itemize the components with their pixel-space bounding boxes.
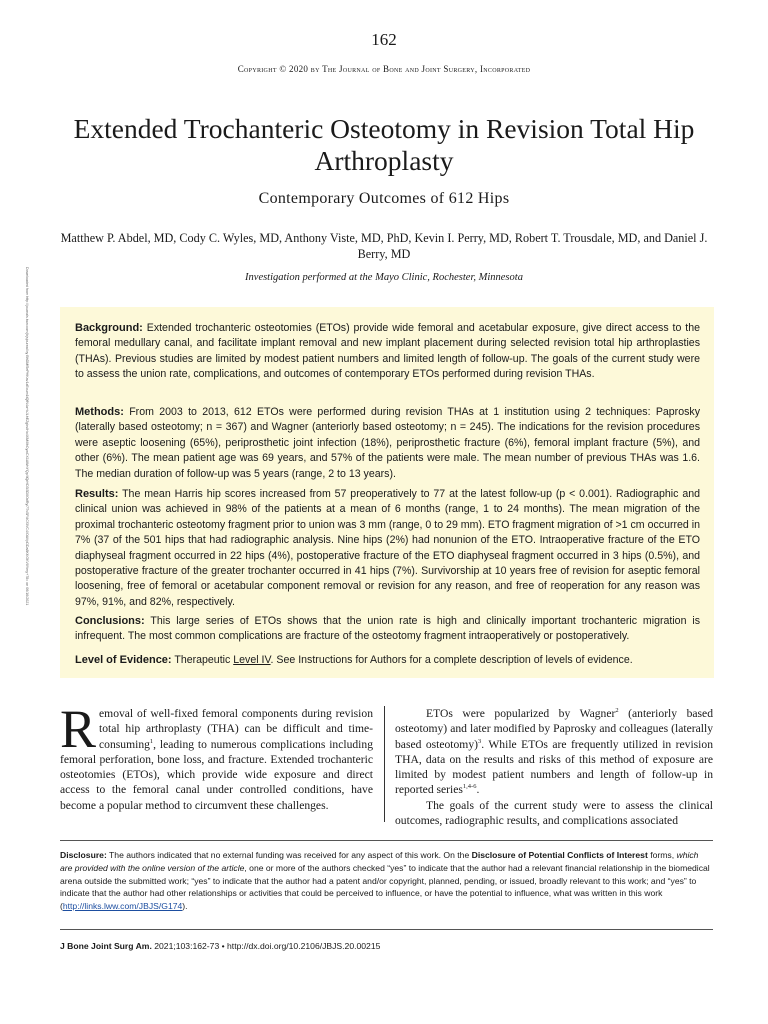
loe-text-post: . See Instructions for Authors for a complete description of levels of evidence. bbox=[270, 654, 633, 666]
level-iv-link[interactable]: Level IV bbox=[233, 654, 271, 666]
background-text: Extended trochanteric osteotomies (ETOs) provide wide femoral and acetabular exposure, give direct access to the femoral medullary canal, and facilitate implant removal and new implant placement during selected revision total hip arthroplasties (THAs). Previous studies are limited by modest patient numbers and limited length of follow-up. The goals of the current study were to assess the union rate, complications, and outcomes of contemporary ETOs performed during revision THAs. bbox=[75, 322, 700, 381]
citation-footer bbox=[60, 941, 380, 951]
disclosure-link[interactable]: http://links.lww.com/JBJS/G174 bbox=[62, 901, 183, 912]
disclosure-italic: which are provided with the online version of the article bbox=[60, 850, 699, 873]
disclosure-rule-bottom bbox=[60, 929, 713, 930]
abstract-box bbox=[60, 307, 714, 678]
download-watermark-strip bbox=[22, 267, 32, 750]
citation-ref[interactable]: 1 bbox=[149, 737, 154, 745]
body-column-right bbox=[395, 706, 713, 828]
abstract-conclusions bbox=[75, 614, 700, 645]
disclosure-text: The authors indicated that no external funding was received for any aspect of this work. On the bbox=[106, 850, 472, 860]
abstract-results bbox=[75, 487, 700, 610]
background-heading: Background: bbox=[75, 322, 143, 334]
article-subtitle: Contemporary Outcomes of 612 Hips bbox=[258, 190, 510, 207]
journal-abbrev: J Bone Joint Surg Am. bbox=[60, 941, 152, 951]
citation-ref[interactable]: 1,4-6 bbox=[462, 783, 477, 791]
page-number: 162 bbox=[371, 30, 397, 49]
copyright-line: Copyright © 2020 by The Journal of Bone and Joint Surgery, Incorporated bbox=[237, 64, 531, 74]
conclusions-text: This large series of ETOs shows that the union rate is high and clinically important trochanteric migration is infrequent. The most common complications are fracture of the osteotomy fragment intraoperatively or postoperatively. bbox=[75, 615, 700, 643]
level-of-evidence-heading: Level of Evidence: bbox=[75, 654, 172, 666]
body-text: emoval of well-fixed femoral components during revision total hip arthroplasty (THA) can be difficult and time-consuming bbox=[99, 707, 373, 751]
loe-text-pre: Therapeutic bbox=[171, 654, 234, 666]
methods-heading: Methods: bbox=[75, 406, 124, 418]
citation-ref[interactable]: 3 bbox=[478, 737, 482, 745]
drop-cap: R bbox=[60, 699, 97, 759]
results-heading: Results: bbox=[75, 488, 119, 500]
disclosure-text: , one or more of the authors checked “yes” to indicate that the author had a relevant financial relationship in the biomedical arena outside the submitted work; “yes” to indicate that the author had a patent and/or copyright, planned, pending, or issued, broadly relevant to this work; and “yes” to indicate that the author had other relationships or activities that could be perceived to influence, or have the potential to influence, what was written in this work ( bbox=[60, 862, 710, 912]
conflicts-of-interest-bold: Disclosure of Potential Conflicts of Interest bbox=[471, 850, 648, 860]
body-text: (anteriorly based osteotomy) and later modified by Paprosky and colleagues (laterally based osteotomy) bbox=[395, 707, 713, 751]
abstract-methods bbox=[75, 405, 700, 482]
disclosure-text: ). bbox=[182, 901, 188, 912]
body-column-left bbox=[60, 699, 373, 813]
abstract-background bbox=[75, 321, 700, 383]
download-watermark-text: Downloaded from http://journals.lww.com/jbjsjournal by BhDMf5ePHKav1zEoum1tQfN4a+kJLhEZgbsIHo4XMi0hCywCX1AWnYQp/IlQrHD3i3D0OdRyi7TvSFl4Cf3VC4/OAVpDDa8KKGKV0Ymy+78= on 06/16/2021 bbox=[25, 267, 29, 606]
body-text: , leading to numerous complications including femoral perforation, bone loss, and fracture. Extended trochanteric osteotomies (ETOs), which provide wide exposure and direct access to the femoral canal under controlled conditions, have become a popular method to circumvent these challenges. bbox=[60, 737, 373, 812]
body-text: ETOs were popularized by Wagner bbox=[426, 707, 616, 720]
body-text: . While ETOs are frequently utilized in revision THA, data on the results and risks of this method of exposure are limited by modest patient numbers and length of follow-up in reported series bbox=[395, 737, 713, 797]
conclusions-heading: Conclusions: bbox=[75, 615, 145, 627]
article-title: Extended Trochanteric Osteotomy in Revision Total Hip Arthroplasty bbox=[73, 113, 695, 176]
citation-volume: 2021;103:162-73 bbox=[151, 941, 220, 951]
author-list: Matthew P. Abdel, MD, Cody C. Wyles, MD, Anthony Viste, MD, PhD, Kevin I. Perry, MD, Robert T. Trousdale, MD, and Daniel J. Berry, MD bbox=[60, 231, 708, 261]
methods-text: From 2003 to 2013, 612 ETOs were performed during revision THAs at 1 institution using 2 techniques: Paprosky (laterally based osteotomy; n = 367) and Wagner (anteriorly based osteotomy; n = 245). The indications for the revision procedures were aseptic loosening (65%), periprosthetic joint infection (18%), periprosthetic fracture (6%), femoral implant fracture (5%), and other (6%). The mean patient age was 69 years, and 57% of the patients were male. The mean number of previous THAs was 1.6. The median duration of follow-up was 5 years (range, 2 to 13 years). bbox=[75, 406, 700, 480]
citation-ref[interactable]: 2 bbox=[615, 707, 619, 715]
body-paragraph: The goals of the current study were to assess the clinical outcomes, radiographic results, and complications associated bbox=[395, 798, 713, 828]
abstract-level-of-evidence bbox=[75, 653, 700, 668]
doi-link[interactable]: http://dx.doi.org/10.2106/JBJS.20.00215 bbox=[227, 941, 381, 951]
body-paragraph bbox=[395, 706, 713, 798]
disclosure-block bbox=[60, 849, 713, 913]
disclosure-text: forms, bbox=[647, 850, 677, 860]
column-divider bbox=[384, 706, 385, 822]
disclosure-rule-top bbox=[60, 840, 713, 841]
body-text: . bbox=[476, 783, 480, 797]
disclosure-heading: Disclosure: bbox=[60, 850, 107, 860]
institution-line: Investigation performed at the Mayo Clinic, Rochester, Minnesota bbox=[245, 272, 523, 283]
results-text: The mean Harris hip scores increased from 57 preoperatively to 77 at the latest follow-up (p < 0.001). Radiographic and clinical union was achieved in 98% of the patients at a mean of 6 months (range, 1 to 24 months). The mean migration of the proximal trochanteric osteotomy fragment prior to union was 3 mm (range, 0 to 29 mm). ETO fragment migration of >1 cm occurred in 7% (37 of the 501 hips that had radiographic analysis. Nine hips (2%) had nonunion of the ETO. Intraoperative fracture of the ETO diaphyseal fragment occurred in 22 hips (4%), postoperative fracture of the ETO diaphyseal fragment occurred in 3 hips (0.5%), and postoperative fracture of the greater trochanter occurred in 41 hips (7%). Survivorship at 10 years free of revision for aseptic femoral loosening, free of femoral or acetabular component removal or revision for any reason, and free of reoperation for any reason was 97%, 91%, and 82%, respectively. bbox=[75, 488, 700, 608]
bullet-separator: • bbox=[219, 941, 228, 951]
